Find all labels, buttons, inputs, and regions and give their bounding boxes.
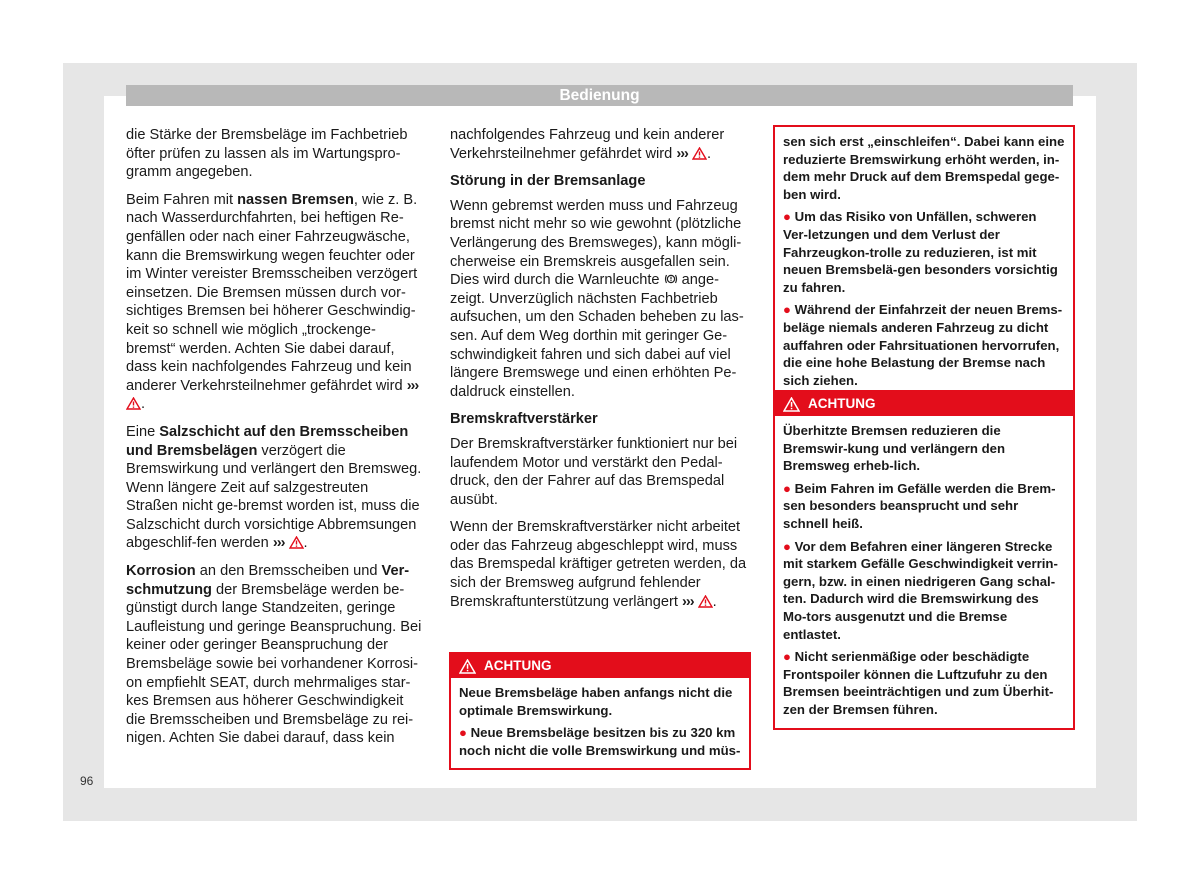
- reference-arrows[interactable]: ›››: [272, 535, 285, 552]
- section-heading: Bremskraftverstärker: [450, 411, 598, 428]
- text: Wenn der Bremskraftverstärker nicht arbeitet oder das Fahrzeug abgeschleppt wird, muss das Bremspedal kräftiger getreten werden, da sich der Bremsweg aufgrund fehlender Bremskraftunterstützung verlängert: [450, 519, 747, 610]
- warning-box-body: [775, 416, 1073, 728]
- text: nachfolgendes Fahrzeug und kein anderer Verkehrsteilnehmer gefährdet wird: [450, 127, 725, 162]
- paragraph: Eine Salzschicht auf den Bremsscheiben und Bremsbelägen verzögert die Bremswirkung und verlängert den Bremsweg. Wenn längere Zeit auf salzgestreuten Straßen nicht ge-bremst worden ist, muss die Salzschicht durch vorsichtige Abbremsungen abgeschlif-fen werden ››› .: [126, 423, 422, 552]
- text: Beim Fahren mit: [126, 191, 238, 208]
- bold-term: nassen Bremsen: [237, 191, 354, 208]
- bullet-icon: ●: [783, 302, 791, 318]
- paragraph: [450, 197, 750, 402]
- section-header: Bedienung: [126, 85, 1073, 106]
- paragraph: Wenn der Bremskraftverstärker nicht arbeitet oder das Fahrzeug abgeschleppt wird, muss das Bremspedal kräftiger getreten werden, da sich der Bremsweg aufgrund fehlender Bremskraftunterstützung verlängert ››› .: [450, 519, 747, 610]
- warning-bullet: [783, 208, 1065, 296]
- warning-bullet: [783, 538, 1065, 644]
- warning-bullet: [783, 648, 1065, 718]
- warning-triangle-icon: [126, 397, 141, 410]
- warning-box-body: [451, 678, 749, 768]
- warning-intro: Neue Bremsbeläge haben anfangs nicht die optimale Bremswirkung.: [459, 685, 733, 718]
- text: Um das Risiko von Unfällen, schweren Ver-letzungen und dem Verlust der Fahrzeugkon-trolle zu reduzieren, ist mit neuen Bremsbelä-gen besonders vorsichtig zu fahren.: [783, 209, 1058, 295]
- text: ange-zeigt. Unverzüglich nächsten Fachbetrieb aufsuchen, um den Schaden beheben zu las-sen. Auf dem Weg dorthin mit geringer Ge-schwindigkeit fahren und sich dabei auf viel längere Bremswege und einen erhöhten Pe-daldruck einstellen.: [450, 272, 744, 400]
- reference-arrows[interactable]: ›››: [676, 145, 688, 162]
- bold-term: Ver-schmutzung: [126, 563, 410, 598]
- reference-arrows[interactable]: ›››: [682, 593, 694, 610]
- warning-triangle-icon: [698, 595, 713, 608]
- text: an den Bremsscheiben und: [195, 563, 382, 580]
- text: , wie z. B. nach Wasserdurchfahrten, bei heftigen Re-genfällen oder nach einer Fahrzeugwäsche, kann die Bremswirkung wegen feuchter oder im Winter vereister Bremsscheiben verzögert einsetzen. Die Bremsen müssen durch vor-sichtiges Bremsen bei höherer Geschwindig-keit so schnell wie möglich „trockenge-bremst“ werden. Achten Sie dabei darauf, dass kein nachfolgendes Fahrzeug und kein anderer Verkehrsteilnehmer gefährdet wird: [126, 191, 418, 394]
- page-number: 96: [80, 774, 94, 788]
- text: Beim Fahren im Gefälle werden die Brem-sen besonders beansprucht und sehr schnell heiß.: [783, 480, 1056, 531]
- text: verzögert die Bremswirkung und verlängert den Bremsweg. Wenn längere Zeit auf salzgestreuten Straßen nicht ge-bremst worden ist, muss die Salzschicht durch vorsichtige Abbremsungen abgeschlif-fen werden: [126, 442, 422, 552]
- bold-term: Korrosion: [126, 563, 196, 580]
- warning-triangle-icon: [289, 536, 304, 549]
- warning-box: [773, 390, 1075, 730]
- page-frame-right: [1096, 63, 1137, 821]
- text: Wenn gebremst werden muss und Fahrzeug bremst nicht mehr so wie gewohnt (plötzliche Verlängerung des Bremsweges), kann mögli-cherweise ein Bremskreis ausgefallen sein. Dies wird durch die Warnleuchte: [450, 197, 742, 289]
- warning-intro: Überhitzte Bremsen reduzieren die Bremswir-kung und verlängern den Bremsweg erheb-lich.: [783, 423, 1006, 474]
- text: Eine: [126, 423, 160, 440]
- text: Vor dem Befahren einer längeren Strecke mit starkem Gefälle Geschwindigkeit verrin-gern, bzw. in einen niedrigeren Gang schal-ten. Dadurch wird die Bremswirkung des Mo-tors ausgenutzt und die Bremse entlastet.: [783, 538, 1058, 642]
- warning-triangle-icon: [783, 397, 800, 412]
- warning-bullet: [459, 724, 741, 759]
- paragraph: die Stärke der Bremsbeläge im Fachbetrieb öfter prüfen zu lassen als im Wartungspro-gramm angegeben.: [126, 127, 408, 181]
- reference-arrows[interactable]: ›››: [406, 377, 419, 394]
- warning-box-body: [775, 127, 1073, 398]
- paragraph: Beim Fahren mit nassen Bremsen, wie z. B. nach Wasserdurchfahrten, bei heftigen Re-genfällen oder nach einer Fahrzeugwäsche, kann die Bremswirkung wegen feuchter oder im Winter vereister Bremsscheiben verzögert einsetzen. Die Bremsen müssen durch vor-sichtiges Bremsen bei höherer Geschwindig-keit so schnell wie möglich „trockenge-bremst“ werden. Achten Sie dabei darauf, dass kein nachfolgendes Fahrzeug und kein anderer Verkehrsteilnehmer gefährdet wird ››› .: [126, 191, 419, 413]
- text: Nicht serienmäßige oder beschädigte Frontspoiler können die Luftzufuhr zu den Bremsen beeinträchtigen und zum Überhit-zen der Bremsen führen.: [783, 649, 1054, 717]
- warning-text: sen sich erst „einschleifen“. Dabei kann eine reduzierte Bremswirkung erhöht werden, in-dem mehr Druck auf dem Bremspedal gege-ben wird.: [783, 134, 1065, 202]
- bullet-icon: ●: [783, 538, 791, 554]
- text: Während der Einfahrzeit der neuen Brems-beläge niemals anderen Fahrzeug zu dicht auffahren oder Fahrsituationen hervorrufen, die eine hohe Belastung der Bremse nach sich ziehen.: [783, 302, 1063, 388]
- text: Neue Bremsbeläge besitzen bis zu 320 km noch nicht die volle Bremswirkung und müs-: [459, 725, 741, 758]
- warning-title: ACHTUNG: [484, 658, 552, 673]
- warning-triangle-icon: [692, 147, 707, 160]
- section-heading: Störung in der Bremsanlage: [450, 173, 646, 190]
- warning-triangle-icon: [459, 659, 476, 674]
- paragraph: [126, 562, 424, 748]
- warning-box-header: [775, 392, 1073, 416]
- text: der Bremsbeläge werden be-günstigt durch lange Standzeiten, geringe Laufleistung und geringe Beanspruchung. Bei keiner oder geringer Beanspruchung der Bremsbeläge sowie bei vorhandener Korrosi-on empfiehlt SEAT, durch mehrmaliges star-kes Bremsen aus höherer Geschwindigkeit die Bremsscheiben und Bremsbeläge zu rei-nigen. Achten Sie dabei darauf, dass kein: [126, 581, 422, 747]
- text-column-1: [126, 126, 424, 757]
- warning-box: [449, 652, 751, 770]
- brake-warning-lamp-icon: [664, 273, 678, 285]
- bullet-icon: ●: [783, 480, 791, 496]
- warning-box-header: [451, 654, 749, 678]
- warning-bullet: [783, 301, 1065, 389]
- bold-term: Salzschicht auf den Bremsscheiben und Bremsbelägen: [126, 423, 409, 459]
- warning-box-continued: [773, 125, 1075, 400]
- warning-title: ACHTUNG: [808, 396, 876, 411]
- text-column-2: [450, 126, 750, 620]
- warning-bullet: [783, 480, 1065, 533]
- paragraph: Der Bremskraftverstärker funktioniert nur bei laufendem Motor und verstärkt den Pedal-druck, den der Fahrer auf das Bremspedal ausübt.: [450, 435, 738, 508]
- bullet-icon: ●: [783, 649, 791, 665]
- page-frame-bottom: [63, 788, 1137, 821]
- bullet-icon: ●: [783, 209, 791, 225]
- bullet-icon: ●: [459, 725, 467, 741]
- page-frame-left: [63, 63, 104, 821]
- paragraph: nachfolgendes Fahrzeug und kein anderer Verkehrsteilnehmer gefährdet wird ››› .: [450, 127, 725, 162]
